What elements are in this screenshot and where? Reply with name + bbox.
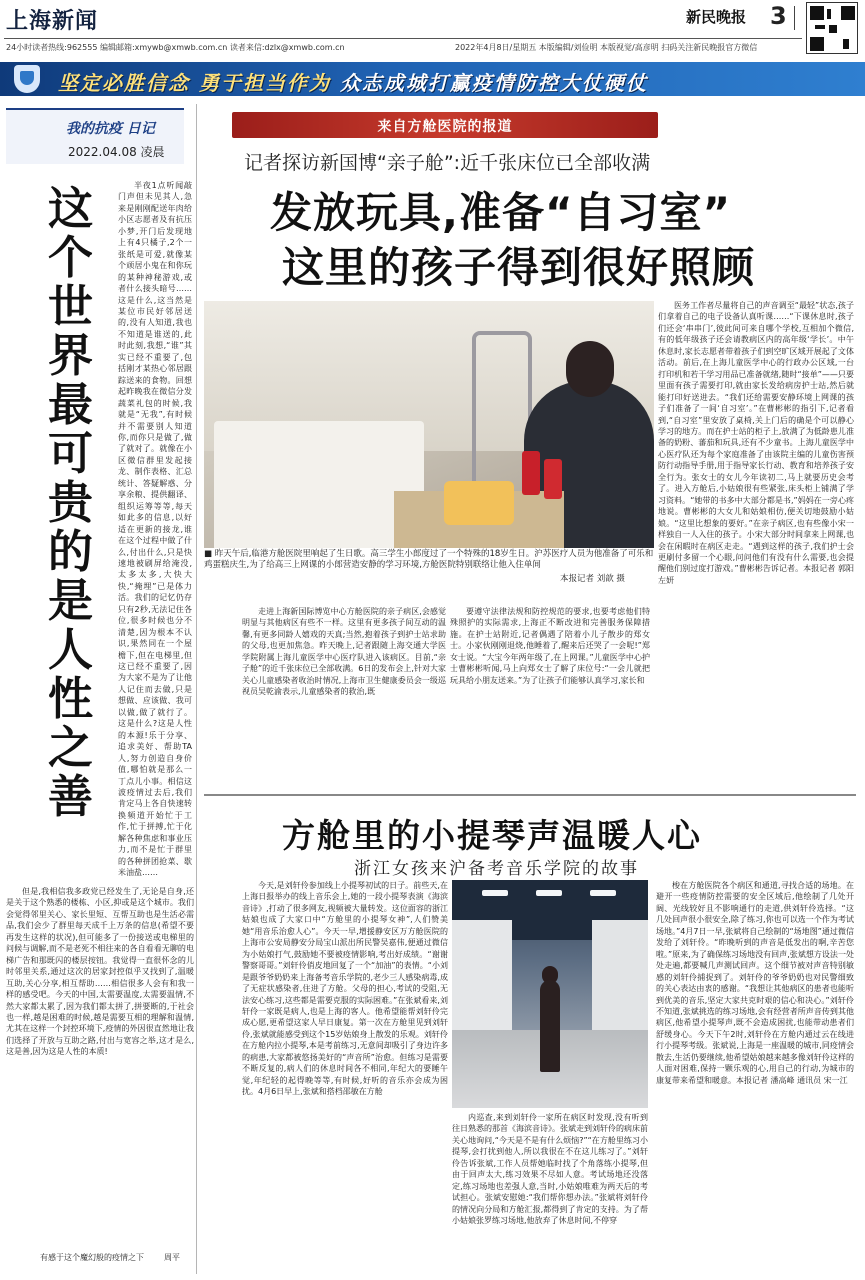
diary-title: 这个世界最可贵的是人性之善 [48,182,94,823]
page-separator [794,6,795,30]
diary-header: 我的抗疫 日记 [66,121,155,137]
kicker-text: 来自方舱医院的报道 [377,119,513,135]
issue-info: 2022年4月8日/星期五 本版编辑/刘俭明 本版视觉/高彦明 扫码关注新民晚报官方微信 [455,43,758,52]
story1-column-2 [450,606,650,784]
story2-paragraph: 今天,是刘轩伶参加线上小提琴初试的日子。前些天,在上海日报举办的线上音乐会上,她的一段小提琴表演《海滨音诗》,打动了很多网友,视频被大量转发。这位面容的浙江姑娘也成了大家口中“方舱里的小提琴女神”,人们赞美她“用音乐治愈人心”。今天一早,增援静安区万方舱医院的上海市公安局静安分局宝山派出所民警吴嘉伟,便通过微信为小姑娘打气,鼓励她不要被疫情影响,考出好成绩。“谢谢警察哥哥。”刘轩伶俏皮地回复了一个“加油”的表情。“小刘是跟爷爷奶奶来上海备考音乐学院的,老少三人感染病毒,成了无症状感染者,住进了方舱。父母的担心,考试的受阻,无法安心练习,这些都是需要克服的实际困难。”在张斌看来,刘轩伶一家既是病人,也是上海的客人。他希望能帮刘轩伶完成心愿,更希望这家人早日康复。第一次在方舱里见到刘轩伶,张斌就能感受到这个15岁姑娘身上散发的乐观。刘轩伶在方舱内拉小提琴,本是考前练习,无意间却吸引了身边许多的病患,大家都被悠扬美好的“声音所”治愈。但练习是需要不断反复的,病人们的休息时间各不相同,年纪大的要睡午觉,年纪轻的起得晚等等,有时候,好听的音乐亦会成为困扰。4月6日早上,张斌和搭档邵敏在方舱 [242,881,448,1097]
section-name: 上海新闻 [6,9,99,34]
story1-headline-line2: 这里的孩子得到很好照顾 [282,243,756,292]
story1-headline-line1: 发放玩具,准备“自习室” [270,188,732,237]
header-rule [4,38,802,39]
diary-column-text [118,180,192,890]
story1-column-1 [242,606,446,784]
story1-subtitle: 记者探访新国博“亲子舱”:近千张床位已全部收满 [244,152,651,174]
story1-paragraph: 医务工作者尽量将自己的声音调至“最轻”状态,孩子们拿着自己的电子设备认真听课……“下课休息时,孩子们还会‘串串门’,彼此间可来自哪个学校,互相加个微信,有的低年级孩子还会请教病区内的高年级‘学长’。中午休息时,家长志愿者带着孩子们到空旷区域开展起了文体活动。前后,在上海儿童医学中心的行政办公区域,一台打印机和若干学习用品已准备就绪,随时“接单”——只要里面有孩子需要打印,就由家长发给病房护士站,然后就能打印好送进去。“我们还给需要安静环境上网课的孩子们准备了一间‘自习室’。”在曹彬彬的指引下,记者看到,“自习室”里安放了桌椅,关上门后的确是个可以静心学习的地方。而在护士站的柜子上,放满了为低龄患儿准备的奶粉、蕃茄和玩具,还有不少童书。上海儿童医学中心医疗队还为每个家庭准备了由该院主编的儿童伤害预防行动指导手册,用于指导家长行动、教育和培养孩子安全行为。张女士的女儿今年读初二,马上就要历史会考了。进入方舱后,小姑娘很有些紧张,床头柜上铺满了学习资料。“她带的书多中大部分都是书,”妈妈在一旁心疼地说。曹彬彬的大女儿和姑娘相仿,便关切地鼓励小姑娘。“这里比想象的要好。”在亲子病区,也有些像小宋一样独自一人入住的孩子。小宋大部分时间拿来上网课,也会在闲暇时在病区走走。“遇到这样的孩子,我们护士会更刷付多留一个心眼,问问他们有没有什么需要,也会提醒他们别过度打游戏。”曹彬彬告诉记者。本报记者 郭阳 左妍 [658,301,854,585]
diary-paragraph: 但是,我相信我多政党已经发生了,无论是自身,还是关于这个熟悉的楼栋、小区,抑或是这个城市。我们会觉得邻里关心、家长里短、互帮互助也是生活必需品,我们会少了群里每天成千上万条的信息(希望不要再发生这样的状况),但可能多了一份接送或电梯里的问候与调解,而不是老死不相往来的各自看看无聊的电梯广告和那既闪的楼层按钮。我觉得一直很怀念的儿时邻里关系,通过这次的居家封控似乎又找到了,温暖互助,关心分享,相互帮助……相信很多人会有和我一样的感受吧。今天的中国,太需要温度,太需要温情,不然大家都太累了,因为我们都太拼了,拼要断的,于社会也一样,越是困难的时候,越是需要互相的理解和温情,尤其在这样一个封控环境下,疫情的外因很直然地让我们选择了开放与互助之路,付出与宽容之举,这才是么,这是善,因为这是人性的本质! [6,887,194,1057]
kicker-bar [232,112,658,138]
story2-paragraph: 梭在方舱医院各个病区和通道,寻找合适的场地。在避开一些疫情防控需要的安全区域后,他绘制了几处开阔、光线较好且不影响通行的走道,供刘轩伶选择。“这几处回声很小很安全,除了练习,你也可以选一个作为考试场地。”4月7日一早,张斌将自己绘制的“场地图”通过微信发给了刘轩伶。“昨晚听到的声音是低发出的啊,辛苦您啦。”原来,为了确保练习场地没有回声,张斌想方设法一处处走遍,都要喊几声测试回声。这个细节被对声音特别敏感的刘轩伶捕捉到了。刘轩伶的爷爷奶奶也对民警细致的关心表达由衷的感谢。“我想让其他病区的患者也能听到优美的音乐,坚定大家共克时艰的信心和决心。”刘轩伶不知道,张斌挑选的练习场地,会有经营者所声音传到其他病区,他希望小提琴声,既不会造成困扰,也能带动患者们舒缓身心。今天下午2时,刘轩伶在方舱内通过云在线进行小提琴考级。张斌说,上海是一座温暖的城市,同疫情会散去,生活仍要继续,他希望姑娘越来越多像刘轩伶这样的人面对困难,保持一颗乐观的心,用自己的行动,为城市的康复带来希望和暖意。本报记者 潘高峰 通讯员 宋一江 [656,881,854,1085]
story-divider [204,794,856,796]
photo-credit: 本报记者 刘歆 摄 [560,574,625,584]
column-divider [196,104,197,1274]
shield-icon [14,65,40,93]
masthead [0,0,865,62]
story1-column-3 [658,300,854,784]
story2-headline: 方舱里的小提琴声温暖人心 [282,816,702,855]
page-number: 3 [770,2,787,30]
story2-subtitle: 浙江女孩来沪备考音乐学院的故事 [354,859,639,879]
diary-header-box [6,108,184,164]
story1-paragraph: 走进上海新国际博览中心方舱医院的亲子病区,会感觉明显与其他病区有些不一样。这里有更多孩子间互动的温馨,有更多同龄人嬉戏的天真;当然,抱着孩子到护士站求助的父母,也更加焦急。昨天晚上,记者跟随上海交通大学医学院附属上海儿童医学中心医疗队进入该病区。目前,“亲子舱”的近千张床位已全部收满。6日的发布会上,针对大家关心儿童感染者收治时情况,上海市卫生健康委员会一级巡视员吴乾渝表示,儿童感染者的救治,既 [242,607,446,697]
paper-name: 新民晚报 [686,8,747,26]
story2-paragraph: 内巡查,来到刘轩伶一家所在病区时发现,没有听到往日熟悉的那首《海滨音诗》。张斌走到刘轩伶的病床前关心地询问,“今天是不是有什么烦恼?”“在方舱里练习小提琴,会打扰到他人,所以我很在不在这儿练习了。”刘轩伶告诉张斌,工作人员帮她临时找了个角落练小提琴,但由于回声太大,练习效果不尽如人意。考试场地还没落定,练习场地也差强人意,当时,小姑娘唯难为两天后的考试担心。张斌安慰她:“我们帮你想办法。”张斌将刘轩伶的情况向分局和方舱汇报,都得到了肯定的支持。为了帮小姑娘张罗练习场地,他放弃了休息时间,不停穿 [452,1113,648,1226]
diary-date: 2022.04.08 凌晨 [68,145,165,159]
story2-column-2 [452,1112,648,1258]
birthday-photo [204,301,654,548]
violin-photo [452,880,648,1108]
story2-column-3 [656,880,854,1258]
story1-paragraph: 要遵守法律法规和防控规范的要求,也要考虑他们特殊照护的实际需求,上海正不断改进和完善服务保障措施。在护士站附近,记者偶遇了陪着小儿子散步的郑女士。小家伙刚刚退烧,他睡着了,醒来后还哭了一会呢!”郑女士说。“大宝今年两年级了,在上网课。”儿童医学中心护士曹彬彬听闻,马上向郑女士了解了床位号:“一会儿就把玩具给小朋友送来。”为了让孩子们能够认真学习,家长和 [450,607,650,685]
contact-info: 24小时读者热线:962555 编辑邮箱:xmywb@xmwb.com.cn 读者来信:dzlx@xmwb.com.cn [6,43,345,52]
banner-slogan [58,67,648,96]
banner-slogan-part1: 坚定必胜信念 勇于担当作为 [58,71,331,95]
diary-author: 周平 [164,1253,180,1262]
banner-slogan-part2: 众志成城打赢疫情防控大仗硬仗 [339,71,648,95]
diary-teaser: 有感于这个魔幻般的疫情之下 [40,1253,144,1262]
story2-column-1 [242,880,448,1258]
campaign-banner [0,62,865,96]
photo-caption: ■ 昨天午后,临港方舱医院里响起了生日歌。高三学生小郎度过了一个特殊的18岁生日。沪苏医疗人员为他准备了可乐和鸡蛋糕庆生,为了给高三上网课的小郎营造安静的学习环境,方舱医院特别联络让他入住单间 [204,549,654,570]
diary-wide-text [6,886,194,1246]
diary-paragraph: 半夜1点听闻敲门声但未见其人,急来是刚刚配送年肉给小区志愿者及有抗压小梦,开门后发现地上有4只橘子,2个一张纸是可爱,就像某个顽居小鬼在和你玩的某种神秘游戏,或者什么接头暗号……这是什么,这当然是某位市民好邻居送的,没有人知道,我也不知道是谁送的,此时此刻,我想,“谁”其实已经不重要了,包括刚才某热心邻居跟踪送来的食物。回想起昨晚我在微信分发蔬菜礼包的时候,我就是“无我”,有时候并不需要别人知道你,而你只是做了,做了就对了。就像在小区微信群里发起接龙、制作表格、汇总统计、答疑解惑、分享余粮、提供翻译、组织运筹等等,每天如此多的信息,以好适在更新的接龙,谁在这个过程中做了什么,付出什么,只是快速地被刷屏给淹没,太多太多,大快大快,“掩埋”已是体力活。我们的记忆仍存只有2秒,无法记住各位,很多时候也分不清楚,因为根本不认识,果然同在一个屋檐下,但在电梯里,但这已经不重要了,因为大家不是为了让他人记住而去做,只是想做、应该做、我可以做,做了就行了。这是什么?这是人性的本源!乐于分享、追求美好、帮助TA人,努力创造自身价值,哪怕就是那么一丁点儿小事。相信这波疫情过去后,我们肯定马上各自快速转换频道开始忙于工作,忙于拼搏,忙于化解各种焦虑和事业压力,而不是忙于群里的各种拼团抢菜、歇米油盐…… [118,181,192,878]
qr-code-icon[interactable] [806,2,858,54]
